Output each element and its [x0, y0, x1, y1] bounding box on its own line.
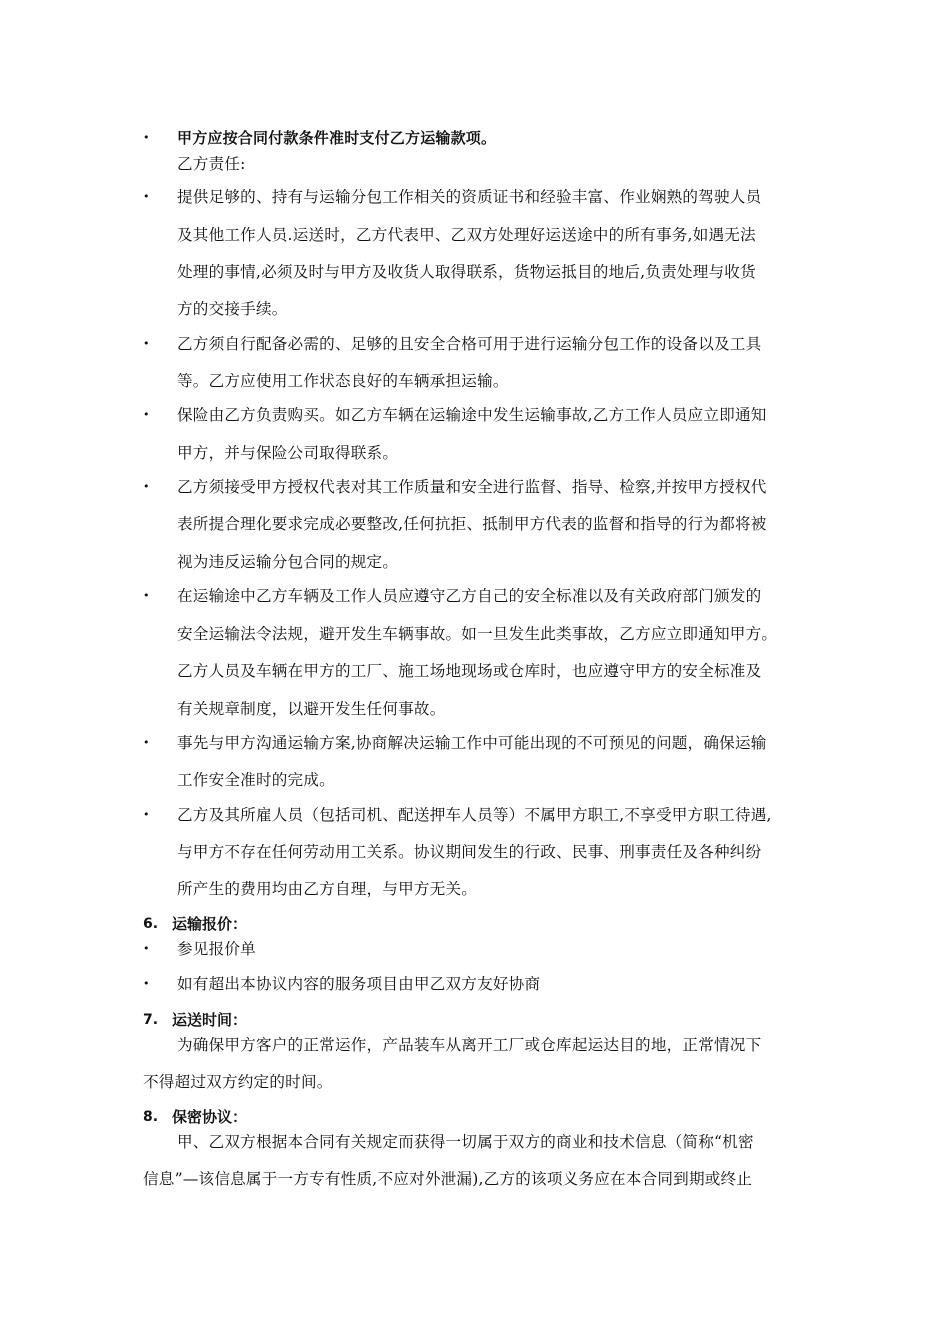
party-b-item-line: 事先与甲方沟通运输方案,协商解决运输工作中可能出现的不可预见的问题，确保运输 — [177, 734, 767, 752]
party-b-item-line: 乙方及其所雇人员（包括司机、配送押车人员等）不属甲方职工,不享受甲方职工待遇, — [177, 806, 772, 824]
party-b-item-line: 及其他工作人员.运送时，乙方代表甲、乙双方处理好运送途中的所有事务,如遇无法 — [177, 226, 756, 244]
bullet-marker: • — [143, 589, 150, 602]
party-b-item-line: 视为违反运输分包合同的规定。 — [177, 553, 399, 571]
bullet-marker: • — [143, 131, 150, 144]
party-b-item-line: 有关规章制度，以避开发生任何事故。 — [177, 700, 446, 718]
section-8-number: 8. — [143, 1109, 159, 1125]
section-7-line: 为确保甲方客户的正常运作，产品装车从离开工厂或仓库起运达目的地，正常情况下 — [177, 1036, 762, 1054]
party-b-item-line: 乙方人员及车辆在甲方的工厂、施工场地现场或仓库时，也应遵守甲方的安全标准及 — [177, 662, 762, 680]
bullet-marker: • — [143, 808, 150, 821]
party-b-item-line: 提供足够的、持有与运输分包工作相关的资质证书和经验丰富、作业娴熟的驾驶人员 — [177, 188, 762, 206]
section-7-title: 运送时间： — [172, 1011, 248, 1029]
payment-obligation-text: 甲方应按合同付款条件准时支付乙方运输款项。 — [177, 129, 497, 147]
party-b-item-line: 乙方须接受甲方授权代表对其工作质量和安全进行监督、指导、检察,并按甲方授权代 — [177, 478, 767, 496]
section-6-item: 如有超出本协议内容的服务项目由甲乙双方友好协商 — [177, 975, 541, 993]
bullet-marker: • — [143, 942, 150, 955]
party-b-heading: 乙方责任: — [177, 155, 246, 173]
section-6-number: 6. — [143, 916, 159, 932]
party-b-item-line: 等。乙方应使用工作状态良好的车辆承担运输。 — [177, 372, 509, 390]
section-6-item: 参见报价单 — [177, 940, 256, 958]
party-b-item-line: 甲方，并与保险公司取得联系。 — [177, 444, 399, 462]
party-b-item-line: 所产生的费用均由乙方自理，与甲方无关。 — [177, 880, 478, 898]
party-b-item-line: 乙方须自行配备必需的、足够的且安全合格可用于进行运输分包工作的设备以及工具 — [177, 335, 762, 353]
party-b-item-line: 表所提合理化要求完成必要整改,任何抗拒、抵制甲方代表的监督和指导的行为都将被 — [177, 515, 767, 533]
bullet-marker: • — [143, 736, 150, 749]
bullet-marker: • — [143, 190, 150, 203]
section-8-line: 甲、乙双方根据本合同有关规定而获得一切属于双方的商业和技术信息（简称“机密 — [177, 1133, 754, 1151]
section-7-line: 不得超过双方约定的时间。 — [143, 1073, 333, 1091]
party-b-item-line: 在运输途中乙方车辆及工作人员应遵守乙方自己的安全标准以及有关政府部门颁发的 — [177, 587, 762, 605]
party-b-item-line: 与甲方不存在任何劳动用工关系。协议期间发生的行政、民事、刑事责任及各种纠纷 — [177, 843, 762, 861]
party-b-item-line: 方的交接手续。 — [177, 300, 288, 318]
bullet-marker: • — [143, 408, 150, 421]
section-6-title: 运输报价： — [172, 915, 248, 933]
party-b-item-line: 处理的事情,必须及时与甲方及收货人取得联系，货物运抵目的地后,负责处理与收货 — [177, 263, 756, 281]
party-b-item-line: 安全运输法令法规，避开发生车辆事故。如一旦发生此类事故，乙方应立即通知甲方。 — [177, 625, 778, 643]
bullet-marker: • — [143, 977, 150, 990]
section-8-title: 保密协议： — [172, 1108, 248, 1126]
section-7-number: 7. — [143, 1012, 159, 1028]
bullet-marker: • — [143, 337, 150, 350]
section-8-line: 信息”—该信息属于一方专有性质,不应对外泄漏),乙方的该项义务应在本合同到期或终止 — [143, 1170, 753, 1188]
party-b-item-line: 保险由乙方负责购买。如乙方车辆在运输途中发生运输事故,乙方工作人员应立即通知 — [177, 406, 767, 424]
party-b-item-line: 工作安全准时的完成。 — [177, 771, 335, 789]
bullet-marker: • — [143, 480, 150, 493]
